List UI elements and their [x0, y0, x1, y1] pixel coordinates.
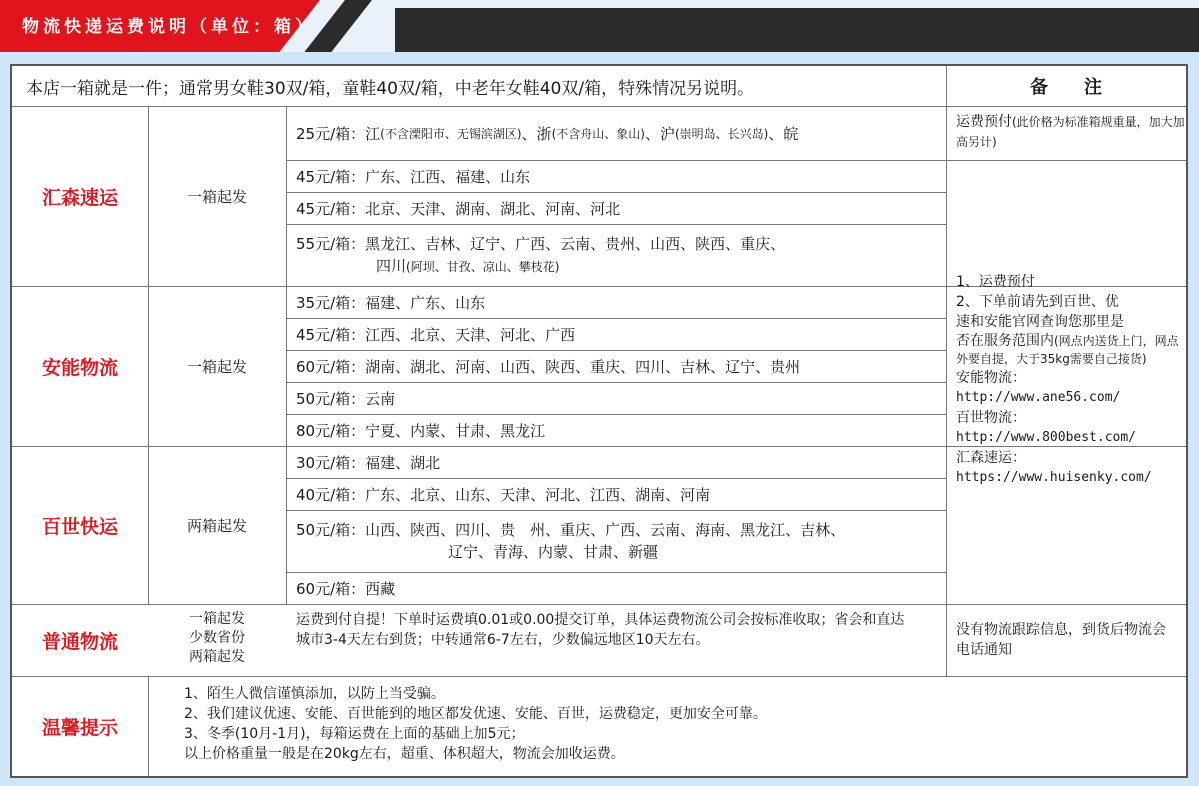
shipping-table: [10, 64, 1188, 778]
putong-note: 没有物流跟踪信息，到货后物流会电话通知: [956, 622, 1166, 658]
rate-row: 30元/箱：福建、湖北: [296, 453, 441, 472]
rate-row: 80元/箱：宁夏、内蒙、甘肃、黑龙江: [296, 421, 546, 440]
tips-list: 1、陌生人微信谨慎添加，以防上当受骗。 2、我们建议优速、安能、百世能到的地区都发优速、安能、百世，运费稳定，更加安全可靠。 3、冬季(10月-1月)，每箱运费在上面的基础上加5元； 以上价格重量一般是在20kg左右，超重、体积超大，物流会加收运费。: [184, 686, 767, 762]
carrier-anneng: 安能物流: [41, 356, 118, 379]
anneng-link[interactable]: http://www.ane56.com/: [956, 390, 1121, 405]
carrier-baishi: 百世快运: [41, 515, 118, 538]
rate-row: 50元/箱：云南: [296, 389, 396, 408]
rate-row: 35元/箱：福建、广东、山东: [296, 293, 486, 312]
intro-text: 本店一箱就是一件；通常男女鞋30双/箱，童鞋40双/箱，中老年女鞋40双/箱，特殊情况另说明。: [26, 78, 755, 99]
rate-row: 50元/箱：山西、陕西、四川、贵 州、重庆、广西、云南、海南、黑龙江、吉林、 辽宁、青海、内蒙、甘肃、新疆: [296, 521, 846, 561]
rate-row: 60元/箱：湖南、湖北、河南、山西、陕西、重庆、四川、吉林、辽宁、贵州: [296, 357, 801, 376]
banner-dark-bar: [395, 8, 1199, 52]
rate-row: 25元/箱： 江 (不含溧阳市、无锡滨湖区) 、浙 (不含舟山、象山) 、沪 (崇明岛、长兴岛) 、皖: [296, 124, 799, 143]
rate-row: 45元/箱：江西、北京、天津、河北、广西: [296, 325, 576, 344]
carrier-putong: 普通物流: [41, 630, 118, 653]
page-title: 物流快递运费说明（单位：箱）: [22, 17, 316, 37]
rate-row: 45元/箱：广东、江西、福建、山东: [296, 167, 531, 186]
rate-row: 40元/箱：广东、北京、山东、天津、河北、江西、湖南、河南: [296, 485, 711, 504]
min-order: 两箱起发: [186, 516, 247, 535]
remark-header: 备 注: [1030, 77, 1102, 98]
shared-note: 1、运费预付 2、下单前请先到百世、优 速和安能官网查询您那里是 否在服务范围内(网点内送货上门，网点外要自提，大于35kg需要自己接货) 安能物流： http://www.ane56.com/ 百世物流： http://www.800best.com/ 汇森速运： https://www.huisenky.com/: [946, 160, 1186, 604]
min-order: 一箱起发: [186, 187, 247, 206]
huisen-note: 运费预付(此价格为标准箱规重量，加大加高另计): [956, 114, 1185, 149]
putong-desc: 运费到付自提！下单时运费填0.01或0.00提交订单，具体运费物流公司会按标准收取；省会和直达城市3-4天左右到货；中转通常6-7左右，少数偏远地区10天左右。: [296, 612, 905, 648]
huisen-link[interactable]: https://www.huisenky.com/: [956, 470, 1152, 485]
min-order: 一箱起发 少数省份 两箱起发: [189, 611, 245, 665]
title-banner: [0, 0, 1199, 52]
rate-row: 55元/箱：黑龙江、吉林、辽宁、广西、云南、贵州、山西、陕西、重庆、 四川(阿坝、甘孜、凉山、攀枝花): [296, 235, 786, 275]
tips-heading: 温馨提示: [41, 716, 118, 739]
rate-row: 45元/箱：北京、天津、湖南、湖北、河南、河北: [296, 199, 621, 218]
baishi-link[interactable]: http://www.800best.com/: [956, 430, 1137, 445]
min-order: 一箱起发: [186, 357, 247, 376]
rate-row: 60元/箱：西藏: [296, 579, 396, 598]
carrier-huisen: 汇森速运: [41, 186, 118, 209]
